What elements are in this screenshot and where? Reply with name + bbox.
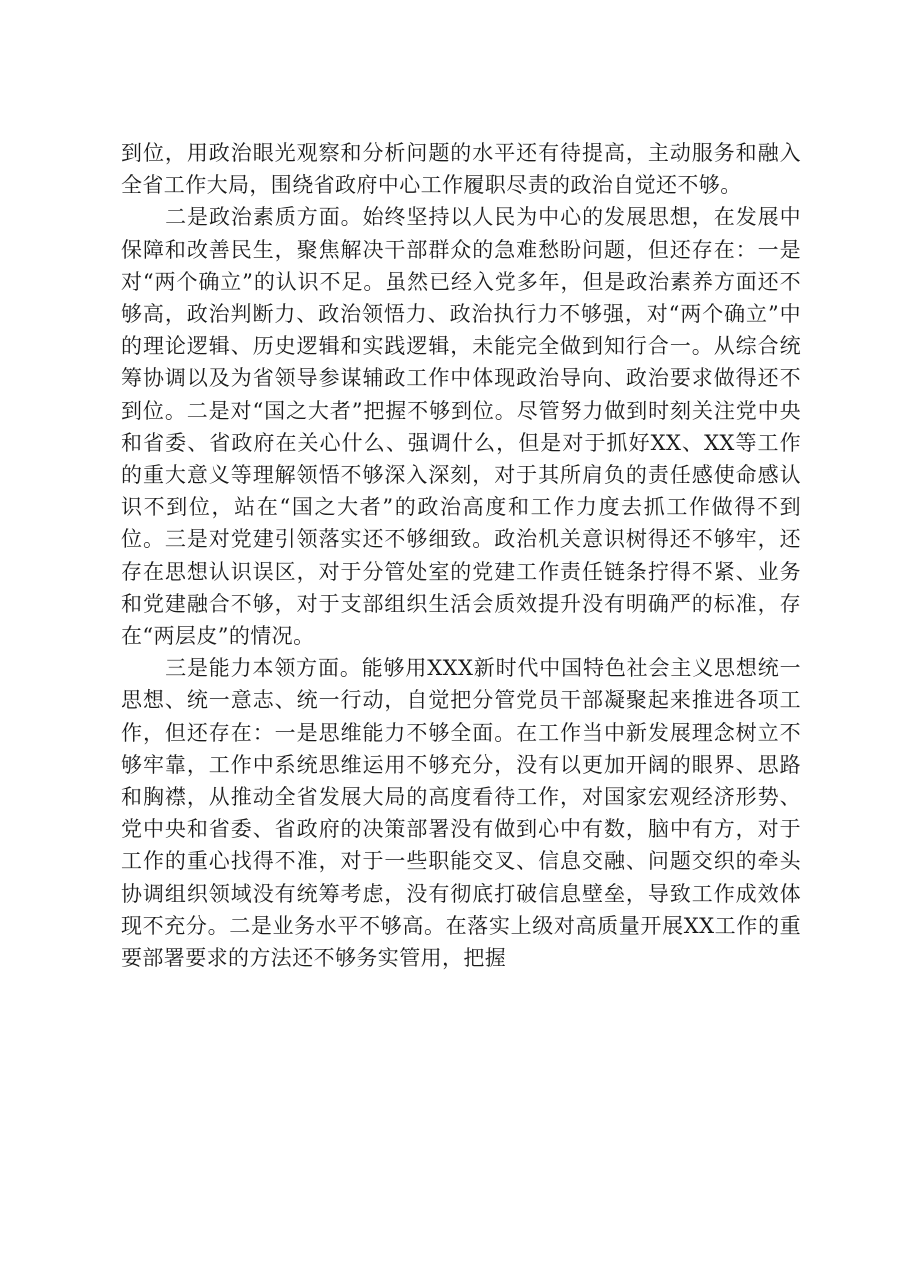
document-body (121, 137, 801, 974)
paragraph-continuation: 到位，用政治眼光观察和分析问题的水平还有待提高，主动服务和融入全省工作大局，围绕省政府中心工作履职尽责的政治自觉还不够。 (121, 141, 801, 198)
paragraph-political-quality: 二是政治素质方面。始终坚持以人民为中心的发展思想，在发展中保障和改善民生，聚焦解决干部群众的急难愁盼问题，但还存在：一是对“两个确立”的认识不足。虽然已经入党多年，但是政治素养方面还不够高，政治判断力、政治领悟力、政治执行力不够强，对“两个确立”中的理论逻辑、历史逻辑和实践逻辑，未能完全做到知行合一。从综合统筹协调以及为省领导参谋辅政工作中体现政治导向、政治要求做得还不到位。二是对“国之大者”把握不够到位。尽管努力做到时刻关注党中央和省委、省政府在关心什么、强调什么，但是对于抓好XX、XX等工作的重大意义等理解领悟不够深入深刻，对于其所肩负的责任感使命感认识不到位，站在“国之大者”的政治高度和工作力度去抓工作做得不到位。三是对党建引领落实还不够细致。政治机关意识树得还不够牢，还存在思想认识误区，对于分管处室的党建工作责任链条拧得不紧、业务和党建融合不够，对于支部组织生活会质效提升没有明确严的标准，存在“两层皮”的情况。 (121, 205, 801, 649)
paragraph-ability: 三是能力本领方面。能够用XXX新时代中国特色社会主义思想统一思想、统一意志、统一行动，自觉把分管党员干部凝聚起来推进各项工作，但还存在：一是思维能力不够全面。在工作当中新发展理念树立不够牢靠，工作中系统思维运用不够充分，没有以更加开阔的眼界、思路和胸襟，从推动全省发展大局的高度看待工作，对国家宏观经济形势、党中央和省委、省政府的决策部署没有做到心中有数，脑中有方，对于工作的重心找得不准，对于一些职能交叉、信息交融、问题交织的牵头协调组织领域没有统筹考虑，没有彻底打破信息壁垒，导致工作成效体现不充分。二是业务水平不够高。在落实上级对高质量开展XX工作的重要部署要求的方法还不够务实管用，把握 (121, 656, 801, 971)
